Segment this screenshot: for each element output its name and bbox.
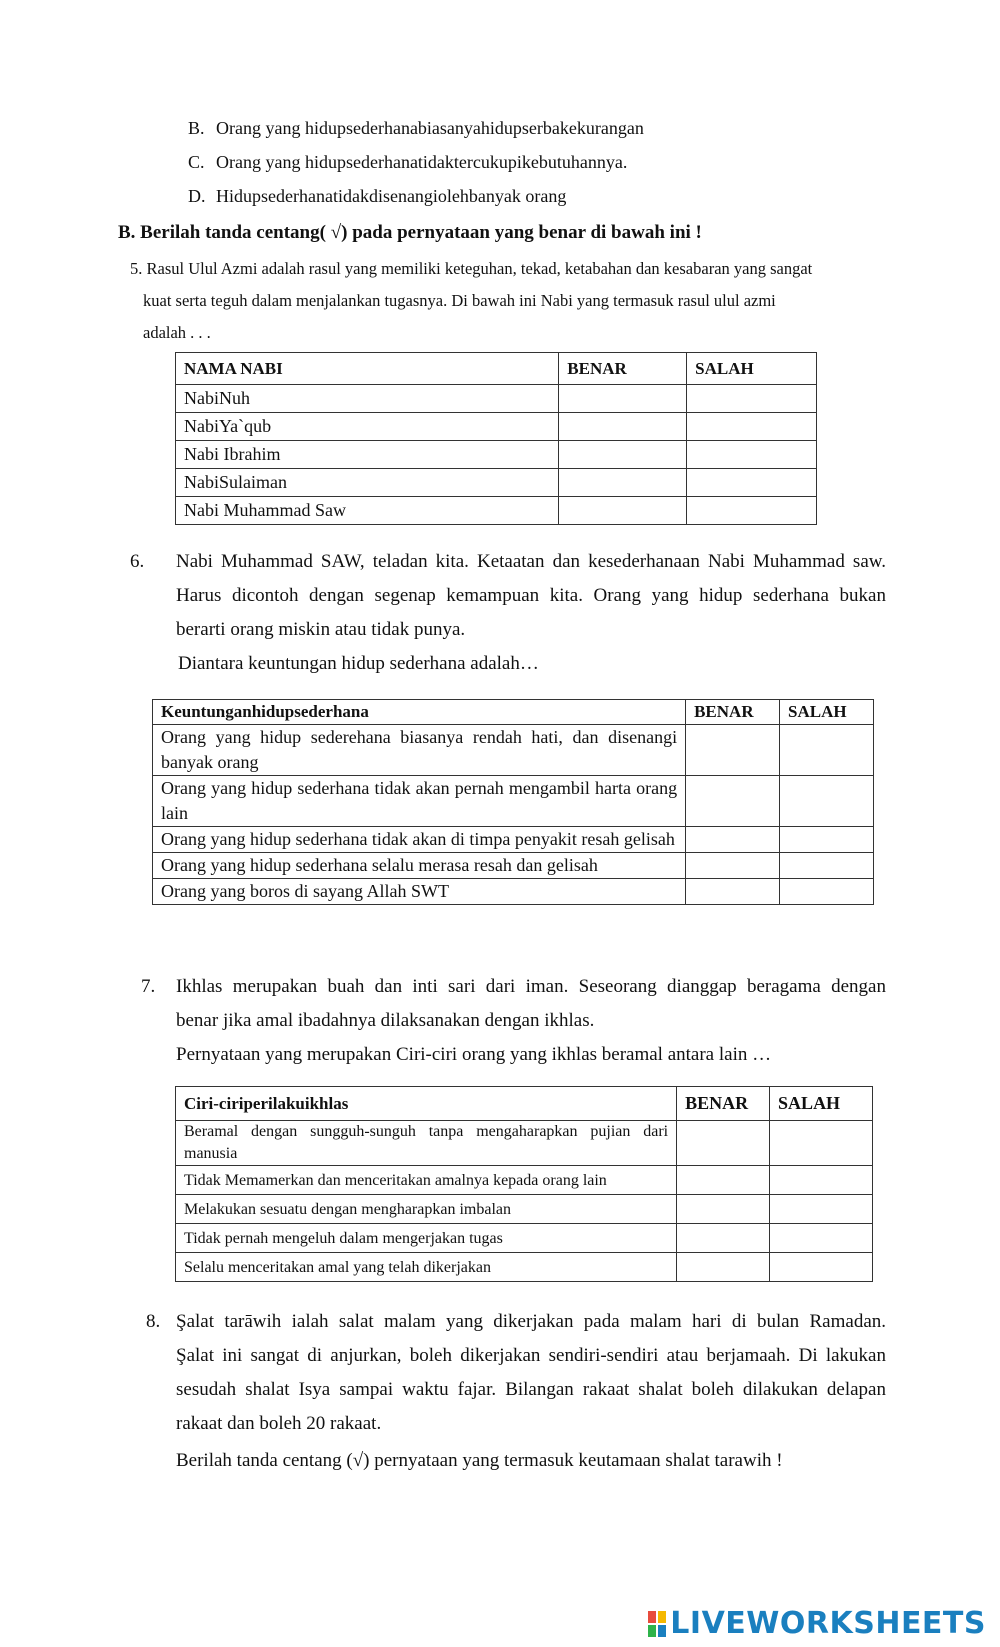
benar-cell[interactable] bbox=[677, 1121, 770, 1166]
salah-cell[interactable] bbox=[687, 469, 817, 497]
q8-number: 8. bbox=[146, 1311, 161, 1332]
benar-cell[interactable] bbox=[677, 1253, 770, 1282]
salah-cell[interactable] bbox=[687, 413, 817, 441]
salah-cell[interactable] bbox=[687, 441, 817, 469]
table-header-row bbox=[153, 700, 874, 725]
salah-cell[interactable] bbox=[687, 497, 817, 525]
q6-prompt: Diantara keuntungan hidup sederhana adalah… bbox=[178, 653, 539, 674]
option-text: Orang yang hidupsederhanabiasanyahidupserbakekurangan bbox=[216, 118, 644, 138]
benar-cell[interactable] bbox=[686, 827, 780, 853]
q5-line-3: adalah . . . bbox=[143, 323, 211, 342]
benar-cell[interactable] bbox=[686, 853, 780, 879]
row-label: Orang yang hidup sederhana tidak akan di timpa penyakit resah gelisah bbox=[153, 827, 686, 853]
salah-cell[interactable] bbox=[770, 1195, 873, 1224]
salah-cell[interactable] bbox=[780, 776, 874, 827]
table-row bbox=[176, 441, 817, 469]
table-row bbox=[153, 776, 874, 827]
benar-cell[interactable] bbox=[559, 413, 687, 441]
row-label: Orang yang hidup sederhana selalu merasa resah dan gelisah bbox=[153, 853, 686, 879]
benar-cell[interactable] bbox=[686, 879, 780, 905]
benar-cell[interactable] bbox=[559, 497, 687, 525]
q6-number: 6. bbox=[130, 551, 145, 572]
header-benar: BENAR bbox=[677, 1087, 770, 1121]
q8-line-4: rakaat dan boleh 20 rakaat. bbox=[176, 1413, 382, 1434]
q7-table bbox=[175, 1086, 873, 1282]
row-label: Orang yang boros di sayang Allah SWT bbox=[153, 879, 686, 905]
q6-line-1: Nabi Muhammad SAW, teladan kita. Ketaatan dan kesederhanaan Nabi Muhammad saw. bbox=[176, 551, 886, 572]
table-row bbox=[176, 413, 817, 441]
row-label: NabiYa`qub bbox=[176, 413, 559, 441]
benar-cell[interactable] bbox=[677, 1224, 770, 1253]
benar-cell[interactable] bbox=[559, 385, 687, 413]
q7-line-1: Ikhlas merupakan buah dan inti sari dari iman. Seseorang dianggap beragama dengan bbox=[176, 976, 886, 997]
option-letter: C. bbox=[188, 152, 205, 172]
q5-table bbox=[175, 352, 817, 525]
table-row bbox=[176, 469, 817, 497]
benar-cell[interactable] bbox=[559, 469, 687, 497]
table-header-row bbox=[176, 1087, 873, 1121]
row-label: Beramal dengan sungguh-sunguh tanpa mengaharapkan pujian dari manusia bbox=[176, 1121, 677, 1166]
option-c bbox=[188, 152, 627, 173]
salah-cell[interactable] bbox=[687, 385, 817, 413]
table-row bbox=[176, 1253, 873, 1282]
benar-cell[interactable] bbox=[559, 441, 687, 469]
row-label: Nabi Muhammad Saw bbox=[176, 497, 559, 525]
benar-cell[interactable] bbox=[677, 1195, 770, 1224]
row-label: Melakukan sesuatu dengan mengharapkan imbalan bbox=[176, 1195, 677, 1224]
table-header-row bbox=[176, 353, 817, 385]
section-b-heading: B. Berilah tanda centang( √) pada pernyataan yang benar di bawah ini ! bbox=[118, 222, 702, 243]
liveworksheets-logo[interactable] bbox=[648, 1606, 986, 1641]
logo-text: LIVEWORKSHEETS bbox=[670, 1606, 986, 1641]
salah-cell[interactable] bbox=[770, 1166, 873, 1195]
benar-cell[interactable] bbox=[686, 725, 780, 776]
table-row bbox=[176, 385, 817, 413]
row-label: Orang yang hidup sederhana tidak akan pernah mengambil harta orang lain bbox=[153, 776, 686, 827]
option-letter: B. bbox=[188, 118, 205, 138]
q5-line-1: 5. Rasul Ulul Azmi adalah rasul yang memiliki keteguhan, tekad, ketabahan dan kesabaran yang sangat bbox=[130, 259, 813, 278]
option-b bbox=[188, 118, 644, 139]
table-row bbox=[176, 1121, 873, 1166]
benar-cell[interactable] bbox=[677, 1166, 770, 1195]
salah-cell[interactable] bbox=[770, 1121, 873, 1166]
header-salah: SALAH bbox=[770, 1087, 873, 1121]
header-benar: BENAR bbox=[686, 700, 780, 725]
table-row bbox=[176, 1224, 873, 1253]
q7-number: 7. bbox=[141, 976, 156, 997]
header-salah: SALAH bbox=[687, 353, 817, 385]
table-row bbox=[176, 497, 817, 525]
row-label: Selalu menceritakan amal yang telah dikerjakan bbox=[176, 1253, 677, 1282]
salah-cell[interactable] bbox=[780, 879, 874, 905]
header-benar: BENAR bbox=[559, 353, 687, 385]
salah-cell[interactable] bbox=[780, 827, 874, 853]
row-label: NabiSulaiman bbox=[176, 469, 559, 497]
option-letter: D. bbox=[188, 186, 206, 206]
q8-line-2: Şalat ini sangat di anjurkan, boleh dikerjakan sendiri-sendiri atau berjamaah. Di lakukan bbox=[176, 1345, 886, 1366]
option-text: Hidupsederhanatidakdisenangiolehbanyak orang bbox=[216, 186, 567, 206]
q7-line-2: benar jika amal ibadahnya dilaksanakan dengan ikhlas. bbox=[176, 1010, 595, 1031]
table-row bbox=[153, 879, 874, 905]
salah-cell[interactable] bbox=[770, 1224, 873, 1253]
table-row bbox=[153, 853, 874, 879]
row-label: Tidak Memamerkan dan menceritakan amalnya kepada orang lain bbox=[176, 1166, 677, 1195]
row-label: Nabi Ibrahim bbox=[176, 441, 559, 469]
salah-cell[interactable] bbox=[780, 853, 874, 879]
q6-table bbox=[152, 699, 874, 905]
row-label: Orang yang hidup sederehana biasanya rendah hati, dan disenangi banyak orang bbox=[153, 725, 686, 776]
option-d bbox=[188, 186, 566, 207]
salah-cell[interactable] bbox=[780, 725, 874, 776]
salah-cell[interactable] bbox=[770, 1253, 873, 1282]
q5-line-2: kuat serta teguh dalam menjalankan tugasnya. Di bawah ini Nabi yang termasuk rasul ulul azmi bbox=[143, 291, 776, 310]
q7-prompt: Pernyataan yang merupakan Ciri-ciri orang yang ikhlas beramal antara lain … bbox=[176, 1044, 772, 1065]
header-keuntungan: Keuntunganhidupsederhana bbox=[153, 700, 686, 725]
table-row bbox=[176, 1195, 873, 1224]
table-row bbox=[153, 827, 874, 853]
q8-line-1: Şalat tarāwih ialah salat malam yang dikerjakan pada malam hari di bulan Ramadan. bbox=[176, 1311, 886, 1332]
header-salah: SALAH bbox=[780, 700, 874, 725]
table-row bbox=[153, 725, 874, 776]
header-ciri-ciri: Ciri-ciriperilakuikhlas bbox=[176, 1087, 677, 1121]
q8-prompt: Berilah tanda centang (√) pernyataan yang termasuk keutamaan shalat tarawih ! bbox=[176, 1450, 783, 1471]
option-text: Orang yang hidupsederhanatidaktercukupikebutuhannya. bbox=[216, 152, 628, 172]
table-row bbox=[176, 1166, 873, 1195]
q6-line-2: Harus dicontoh dengan segenap kemampuan kita. Orang yang hidup sederhana bukan bbox=[176, 585, 886, 606]
row-label: Tidak pernah mengeluh dalam mengerjakan tugas bbox=[176, 1224, 677, 1253]
q8-line-3: sesudah shalat Isya sampai waktu fajar. Bilangan rakaat shalat boleh dilakukan delapan bbox=[176, 1379, 886, 1400]
q6-line-3: berarti orang miskin atau tidak punya. bbox=[176, 619, 466, 640]
benar-cell[interactable] bbox=[686, 776, 780, 827]
header-nama-nabi: NAMA NABI bbox=[176, 353, 559, 385]
logo-mark-icon bbox=[648, 1611, 666, 1637]
row-label: NabiNuh bbox=[176, 385, 559, 413]
